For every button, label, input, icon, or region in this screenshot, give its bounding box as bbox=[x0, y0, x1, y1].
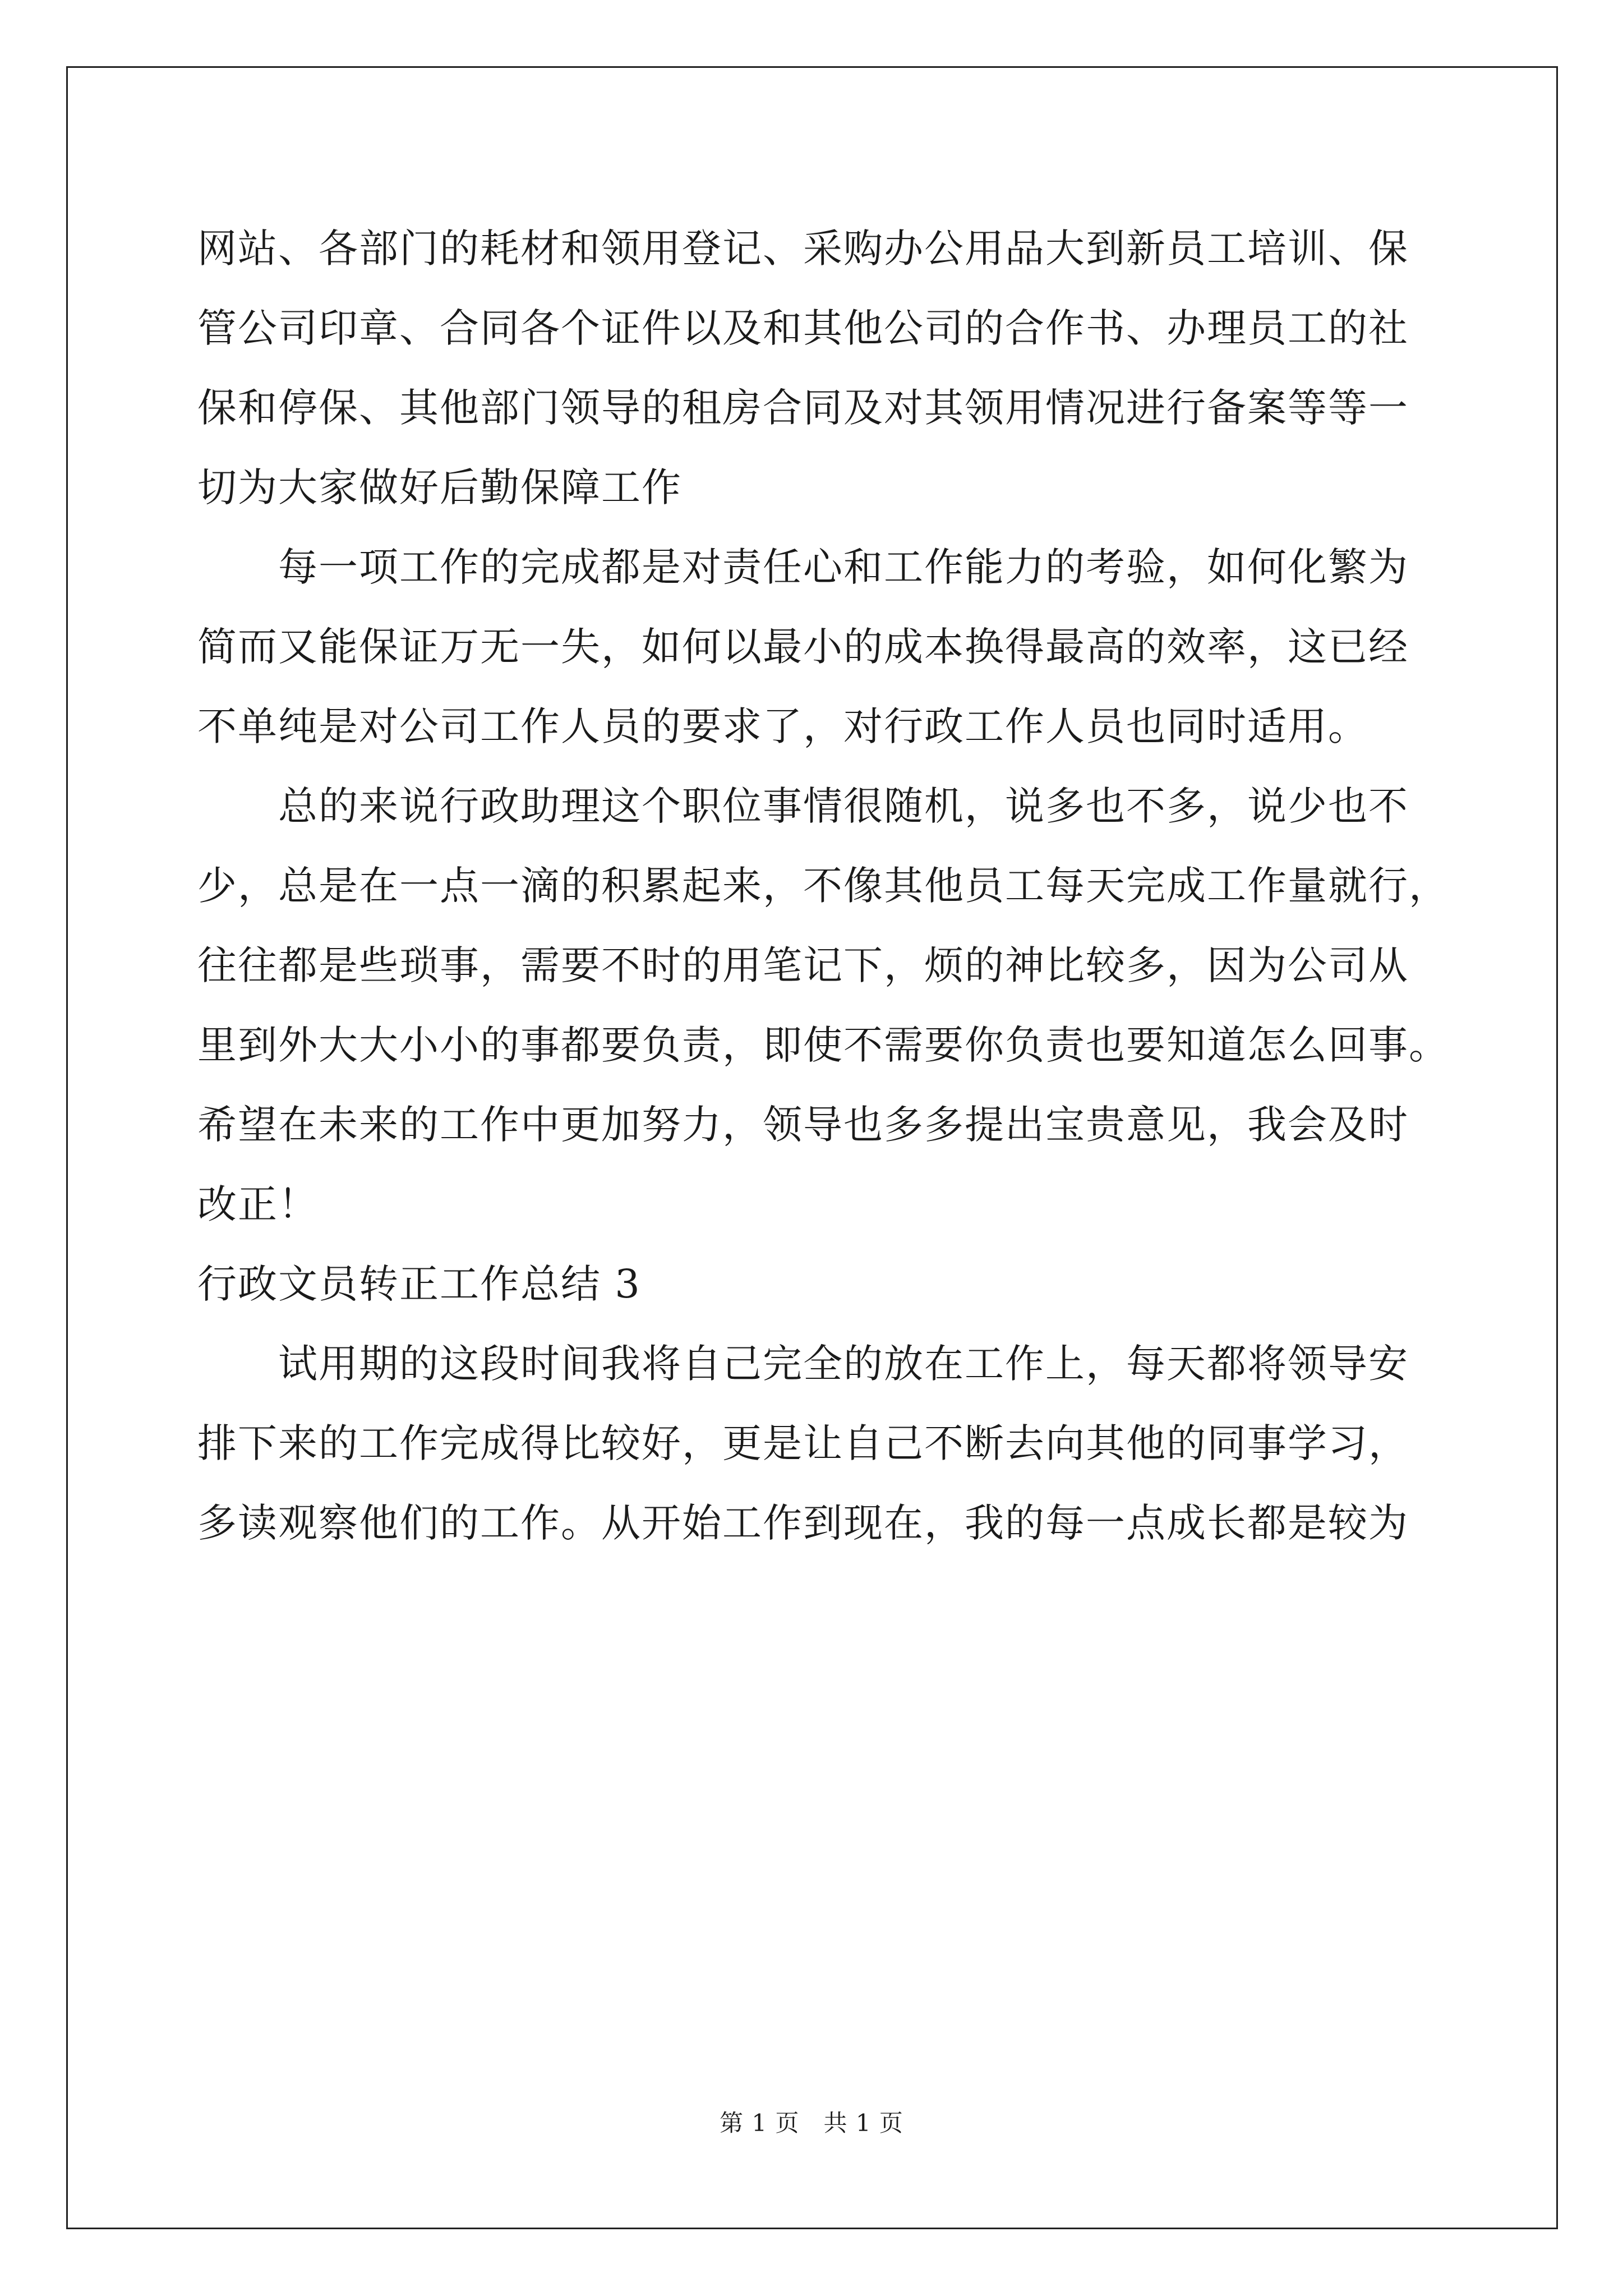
paragraph-start: 每一项工作的完成都是对责任心和工作能力的考验，如何化繁为 bbox=[278, 544, 1409, 590]
text-line: 多读观察他们的工作。从开始工作到现在，我的每一点成长都是较为 bbox=[197, 1500, 1409, 1546]
paragraph-start: 总的来说行政助理这个职位事情很随机，说多也不多，说少也不 bbox=[278, 783, 1409, 829]
text-line: 往往都是些琐事，需要不时的用笔记下，烦的神比较多，因为公司从 bbox=[197, 942, 1409, 988]
text-line: 希望在未来的工作中更加努力，领导也多多提出宝贵意见，我会及时 bbox=[197, 1102, 1409, 1148]
text-line: 改正！ bbox=[197, 1181, 319, 1227]
text-line: 网站、各部门的耗材和领用登记、采购办公用品大到新员工培训、保 bbox=[197, 226, 1409, 272]
text-line: 不单纯是对公司工作人员的要求了，对行政工作人员也同时适用。 bbox=[197, 703, 1368, 749]
text-line: 管公司印章、合同各个证件以及和其他公司的合作书、办理员工的社 bbox=[197, 305, 1409, 351]
text-line: 简而又能保证万无一失，如何以最小的成本换得最高的效率，这已经 bbox=[197, 624, 1409, 670]
section-heading: 行政文员转正工作总结 3 bbox=[197, 1261, 641, 1307]
text-line: 切为大家做好后勤保障工作 bbox=[197, 464, 682, 510]
text-line: 少，总是在一点一滴的积累起来，不像其他员工每天完成工作量就行， bbox=[197, 863, 1449, 909]
text-line: 保和停保、其他部门领导的租房合同及对其领用情况进行备案等等一 bbox=[197, 385, 1409, 431]
page-footer: 第 1 页 共 1 页 bbox=[720, 2109, 903, 2137]
paragraph-start: 试用期的这段时间我将自己完全的放在工作上，每天都将领导安 bbox=[278, 1341, 1409, 1387]
text-line: 里到外大大小小的事都要负责，即使不需要你负责也要知道怎么回事。 bbox=[197, 1022, 1449, 1068]
text-line: 排下来的工作完成得比较好，更是让自己不断去向其他的同事学习， bbox=[197, 1420, 1409, 1466]
document-body bbox=[197, 209, 1459, 1563]
